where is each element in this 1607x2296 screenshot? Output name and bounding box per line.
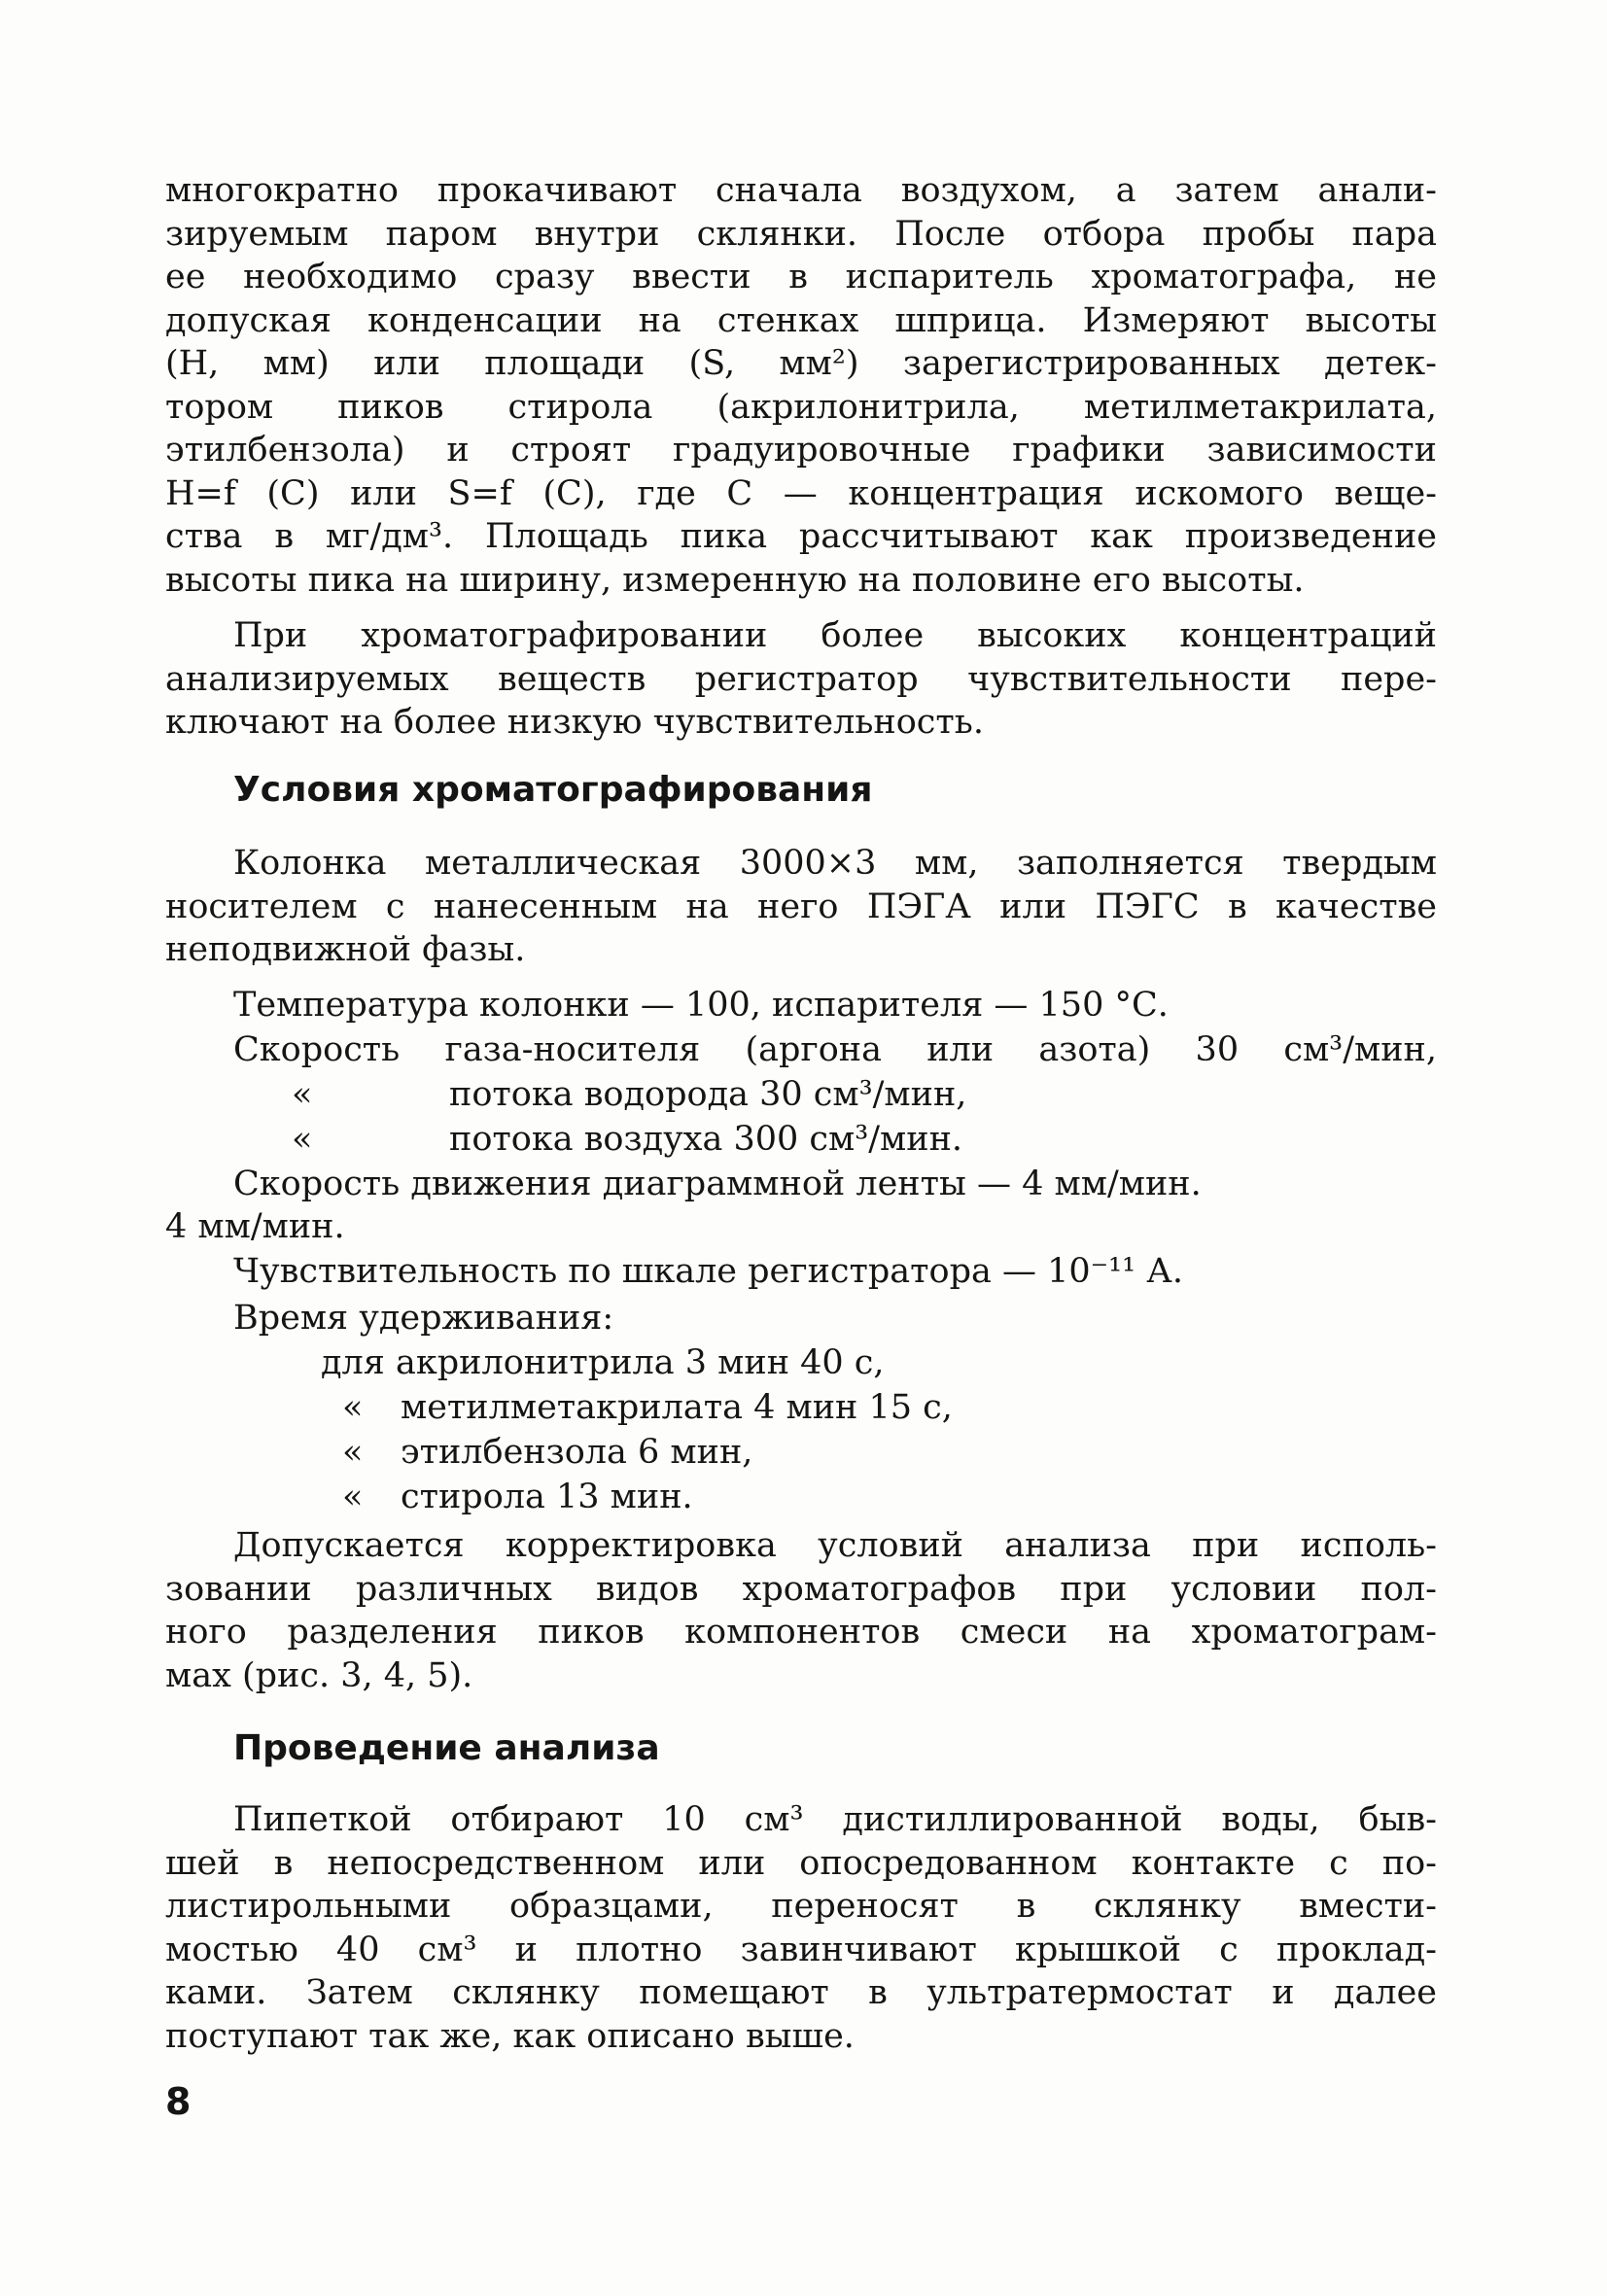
text-line: допуская конденсации на стенках шприца. Измеряют высоты — [165, 300, 1437, 340]
heading-analysis-procedure: Проведение анализа — [233, 1728, 660, 1768]
paragraph-2 — [165, 614, 1437, 745]
paragraph-3 — [165, 842, 1437, 972]
text-line: Колонка металлическая 3000×3 мм, заполняется твердым — [233, 844, 1437, 883]
air-flow-line: потока воздуха 300 см³/мин. — [449, 1120, 963, 1159]
tape-speed-line: Скорость движения диаграммной ленты — 4 мм/мин. — [233, 1165, 1202, 1203]
retention-time-title: Время удерживания: — [233, 1299, 614, 1338]
text-line: поступают так же, как описано выше. — [165, 2016, 855, 2056]
paragraph-1 — [165, 169, 1437, 602]
sensitivity-line: Чувствительность по шкале регистратора — 10⁻¹¹ А. — [233, 1252, 1183, 1291]
text-line: (Н, мм) или площади (S, мм²) зарегистрированных детек- — [165, 344, 1437, 383]
text-line: мостью 40 см³ и плотно завинчивают крышкой с проклад- — [165, 1930, 1437, 1969]
text-line: Пипеткой отбирают 10 см³ дистиллированной воды, быв- — [233, 1800, 1437, 1839]
text-line: тором пиков стирола (акрилонитрила, метилметакрилата, — [165, 387, 1437, 427]
carrier-gas-speed-line: Скорость газа-носителя (аргона или азота) 30 см³/мин, — [233, 1030, 1437, 1069]
ditto-mark: « — [292, 1120, 313, 1159]
text-line: шей в непосредственном или опосредованном контакте с по- — [165, 1843, 1437, 1883]
text-line: ключают на более низкую чувствительность. — [165, 703, 984, 742]
heading-chromatography-conditions: Условия хроматографирования — [233, 770, 873, 810]
text-line: зовании различных видов хроматографов при условии пол- — [165, 1569, 1437, 1609]
text-line: многократно прокачивают сначала воздухом, а затем анали- — [165, 171, 1437, 210]
page-number: 8 — [165, 2080, 192, 2123]
temperature-line: Температура колонки — 100, испарителя — 150 °С. — [233, 986, 1169, 1025]
paragraph-4 — [165, 1524, 1437, 1697]
paragraph-5 — [165, 1798, 1437, 2058]
text-line: листирольными образцами, переносят в склянку вмести- — [165, 1887, 1437, 1926]
text-line: мах (рис. 3, 4, 5). — [165, 1655, 473, 1695]
retention-methyl-methacrylate: метилметакрилата 4 мин 15 с, — [401, 1388, 953, 1427]
text-line: ного разделения пиков компонентов смеси на хроматограм- — [165, 1613, 1437, 1652]
text-line: ства в мг/дм³. Площадь пика рассчитывают как произведение — [165, 517, 1437, 556]
text-line: ками. Затем склянку помещают в ультратермостат и далее — [165, 1973, 1437, 2012]
text-line: высоты пика на ширину, измеренную на половине его высоты. — [165, 560, 1305, 600]
ditto-mark: « — [342, 1433, 364, 1472]
text-line: носителем с нанесенным на него ПЭГА или ПЭГС в качестве — [165, 887, 1437, 926]
text-line: Допускается корректировка условий анализа при исполь- — [233, 1526, 1437, 1565]
text-line: этилбензола) и строят градуировочные графики зависимости — [165, 431, 1437, 470]
retention-acrylonitrile: для акрилонитрила 3 мин 40 с, — [321, 1343, 885, 1382]
retention-styrene: стирола 13 мин. — [401, 1478, 693, 1516]
hydrogen-flow-line: потока водорода 30 см³/мин, — [449, 1075, 967, 1114]
ditto-mark: « — [342, 1388, 364, 1427]
text-line: При хроматографировании более высоких концентраций — [233, 616, 1437, 655]
retention-ethylbenzene: этилбензола 6 мин, — [401, 1433, 753, 1472]
ditto-mark: « — [342, 1478, 364, 1516]
text-line: неподвижной фазы. — [165, 930, 526, 969]
tape-speed-extra-line: 4 мм/мин. — [165, 1207, 345, 1246]
ditto-mark: « — [292, 1075, 313, 1114]
text-line: ее необходимо сразу ввести в испаритель хроматографа, не — [165, 258, 1437, 296]
text-line: H=f (C) или S=f (C), где С — концентрация искомого веще- — [165, 473, 1437, 513]
text-line: анализируемых веществ регистратор чувствительности пере- — [165, 659, 1437, 699]
text-line: зируемым паром внутри склянки. После отбора пробы пара — [165, 214, 1437, 254]
